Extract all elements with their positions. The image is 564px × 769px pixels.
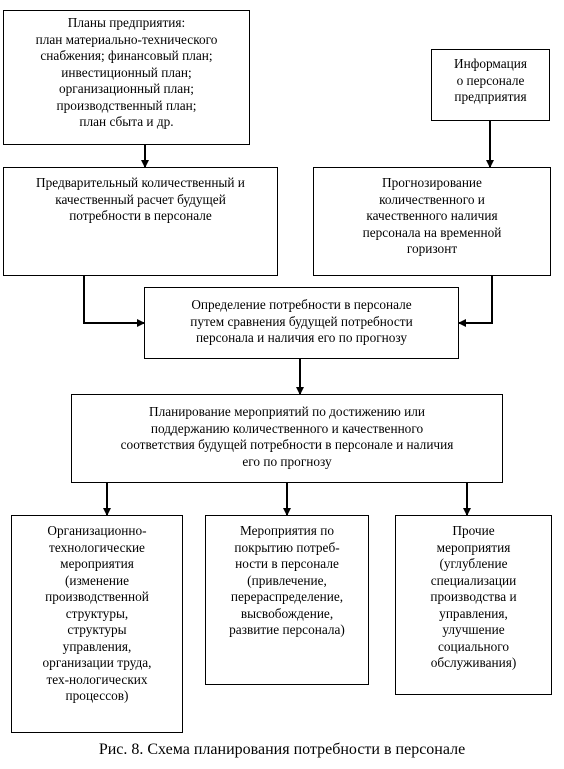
box-line: управления, [439,605,508,621]
box-line: обслуживания) [430,655,517,670]
box-line: качественный расчет будущей [55,191,226,207]
box-line: структуры, [65,605,129,621]
box-line: Определение потребности в персонале [191,297,412,312]
box-line: производственной [45,589,149,604]
box-line: поддержанию количественного и качественного [150,420,424,436]
box-line: Планирование мероприятий по достижению или [148,404,426,419]
box-line: его по прогнозу [242,453,332,469]
box-line: мероприятия [60,556,134,571]
box-other-activities [395,515,552,695]
box-line: горизонт [406,241,458,256]
box-org-tech-activities [11,515,183,733]
box-line: социального [437,638,510,654]
box-line: мероприятия [436,539,511,555]
box-line: персонала и наличия его по прогнозу [195,330,408,345]
figure-caption: Рис. 8. Схема планирования потребности в персонале [98,741,466,758]
box-line: план материально-технического [35,31,218,47]
box-line: соответствия будущей потребности в персонале и наличия [120,437,454,452]
box-line: покрытию потреб- [234,539,340,555]
box-line: Прочие [452,523,495,538]
box-line: Предварительный количественный и [36,175,245,190]
box-line: Планы предприятия: [67,15,186,30]
box-line: Организационно- [47,523,147,538]
arrow-preliminary-to-determination [84,276,144,323]
box-line: Прогнозирование [382,175,482,190]
box-line: управления, [62,638,132,654]
box-coverage-activities [205,515,369,685]
box-line: организационный план; [59,81,194,96]
box-line: количественного и [379,191,485,207]
box-line: организации труда, [42,655,152,670]
box-preliminary-calculation [3,167,278,276]
box-line: предприятия [454,89,527,104]
box-line: о персонале [456,72,525,88]
box-line: производственный план; [56,97,197,113]
arrow-forecasting-to-determination [459,276,492,323]
box-forecasting [313,167,551,276]
box-line: структуры [67,622,127,637]
box-line: персонала на временной [362,224,502,240]
box-line: (привлечение, [247,572,327,588]
box-personnel-info [431,49,550,121]
box-line: специализации [430,572,517,588]
box-line: тех-нологических [46,671,148,687]
box-line: производства и [430,589,517,604]
box-line: улучшение [442,622,505,637]
box-line: перераспределение, [230,589,344,604]
box-line: Информация [453,56,527,71]
box-line: развитие персонала) [229,622,345,637]
box-enterprise-plans [3,10,250,145]
box-line: потребности в персонале [69,208,212,223]
box-line: (углубление [439,556,508,571]
box-line: Мероприятия по [240,523,334,538]
box-line: путем сравнения будущей потребности [190,313,413,329]
box-line: план сбыта и др. [79,114,174,129]
box-activity-planning [71,394,503,483]
box-line: инвестиционный план; [61,64,192,80]
box-line: высвобождение, [240,605,334,621]
box-line: (изменение [64,572,130,588]
box-line: процессов) [65,688,129,703]
box-line: снабжения; финансовый план; [40,48,213,63]
box-line: ности в персонале [235,556,339,571]
box-line: технологические [49,539,145,555]
box-line: качественного наличия [366,208,498,223]
box-need-determination [144,287,459,359]
